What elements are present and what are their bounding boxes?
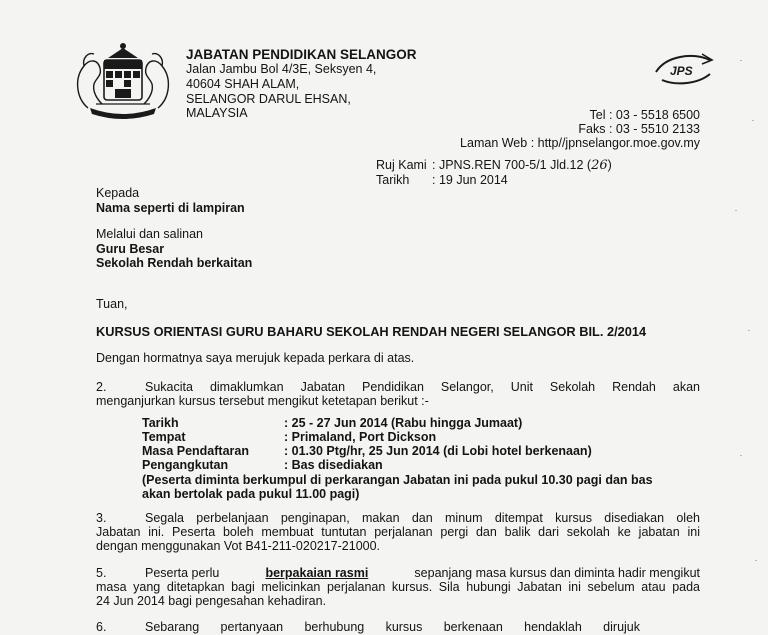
para5-line2: masa yang ditetapkan bagi melicinkan perjalanan kursus. Sila hubungi Jabatan ini sebelum atau pada xyxy=(96,580,700,594)
note-line1: (Peserta diminta berkumpul di perkarangan Jabatan ini pada pukul 10.30 pagi dan bas xyxy=(142,473,653,487)
tarikh-value: : 19 Jun 2014 xyxy=(432,173,508,187)
address-line-1: Jalan Jambu Bol 4/3E, Seksyen 4, xyxy=(186,62,377,76)
coat-of-arms-logo xyxy=(68,38,178,120)
fax-line: Faks : 03 - 5510 2133 xyxy=(578,122,700,136)
scan-speck xyxy=(740,60,742,61)
scan-speck xyxy=(735,210,737,211)
recipient-name: Nama seperti di lampiran xyxy=(96,201,245,215)
detail-value: : Bas disediakan xyxy=(284,458,383,472)
detail-label: Pengangkutan xyxy=(142,458,229,472)
para5-line3: 24 Jun 2014 bagi pengesahan kehadiran. xyxy=(96,594,327,608)
guru-besar: Guru Besar xyxy=(96,242,165,256)
detail-row-tempat xyxy=(142,430,592,444)
scan-speck xyxy=(740,455,742,456)
detail-value: : Primaland, Port Dickson xyxy=(284,430,437,444)
org-name: JABATAN PENDIDIKAN SELANGOR xyxy=(186,47,417,62)
web-line: Laman Web : http//jpnselangor.moe.gov.my xyxy=(460,136,700,150)
para6-number: 6. xyxy=(96,620,107,634)
ruj-value xyxy=(432,158,612,173)
scan-speck xyxy=(752,120,754,121)
para3-line2: Jabatan ini. Peserta boleh membuat tuntutan perjalanan pergi dan balik dari sekolah ke jabatan ini xyxy=(96,525,700,539)
para2-number: 2. xyxy=(96,380,107,394)
address-line-4: MALAYSIA xyxy=(186,106,248,120)
para5-emphasis: berpakaian rasmi xyxy=(265,566,369,580)
ruj-close: ) xyxy=(607,158,612,172)
address-line-2: 40604 SHAH ALAM, xyxy=(186,77,300,91)
detail-label: Tarikh xyxy=(142,416,179,430)
para3-line3: dengan menggunakan Vot B41-211-020217-21000. xyxy=(96,539,381,553)
detail-row-tarikh xyxy=(142,416,592,430)
ruj-handwritten-number: 26 xyxy=(591,158,608,173)
tel-line: Tel : 03 - 5518 6500 xyxy=(589,108,700,122)
melalui-label: Melalui dan salinan xyxy=(96,227,204,241)
ruj-label: Ruj Kami xyxy=(376,158,427,172)
detail-label: Masa Pendaftaran xyxy=(142,444,249,458)
jps-logo-text: JPS xyxy=(670,64,693,78)
subject-line: KURSUS ORIENTASI GURU BAHARU SEKOLAH RENDAH NEGERI SELANGOR BIL. 2/2014 xyxy=(96,324,647,339)
scan-speck xyxy=(755,560,757,561)
para3-line1: Segala perbelanjaan penginapan, makan dan minum ditempat kursus disediakan oleh xyxy=(145,511,700,525)
ruj-value-text: : JPNS.REN 700-5/1 Jld.12 ( xyxy=(432,158,592,172)
para6-line1: Sebarang pertanyaan berhubung kursus berkenaan hendaklah dirujuk xyxy=(145,620,640,634)
note-line2: akan bertolak pada pukul 11.00 pagi) xyxy=(142,487,360,501)
jps-logo xyxy=(652,46,716,90)
sekolah-rendah: Sekolah Rendah berkaitan xyxy=(96,256,253,270)
para3-number: 3. xyxy=(96,511,107,525)
detail-value: : 25 - 27 Jun 2014 (Rabu hingga Jumaat) xyxy=(284,416,523,430)
address-line-3: SELANGOR DARUL EHSAN, xyxy=(186,92,351,106)
opening-line: Dengan hormatnya saya merujuk kepada perkara di atas. xyxy=(96,351,415,365)
tarikh-label: Tarikh xyxy=(376,173,410,187)
salutation: Tuan, xyxy=(96,297,128,311)
para5-number: 5. xyxy=(96,566,107,580)
detail-row-masa xyxy=(142,444,592,458)
scan-speck xyxy=(748,330,750,331)
para5-line1 xyxy=(145,566,700,581)
detail-row-pengangkutan xyxy=(142,458,592,472)
kepada-label: Kepada xyxy=(96,186,140,200)
para5-post: sepanjang masa kursus dan diminta hadir mengikut xyxy=(414,566,700,580)
para5-pre: Peserta perlu xyxy=(145,566,220,580)
course-details-table xyxy=(142,416,592,472)
detail-label: Tempat xyxy=(142,430,186,444)
para2-line2: menganjurkan kursus tersebut mengikut ketetapan berikut :- xyxy=(96,394,429,408)
para2-line1: Sukacita dimaklumkan Jabatan Pendidikan Selangor, Unit Sekolah Rendah akan xyxy=(145,380,700,394)
detail-value: : 01.30 Ptg/hr, 25 Jun 2014 (di Lobi hotel berkenaan) xyxy=(284,444,592,458)
